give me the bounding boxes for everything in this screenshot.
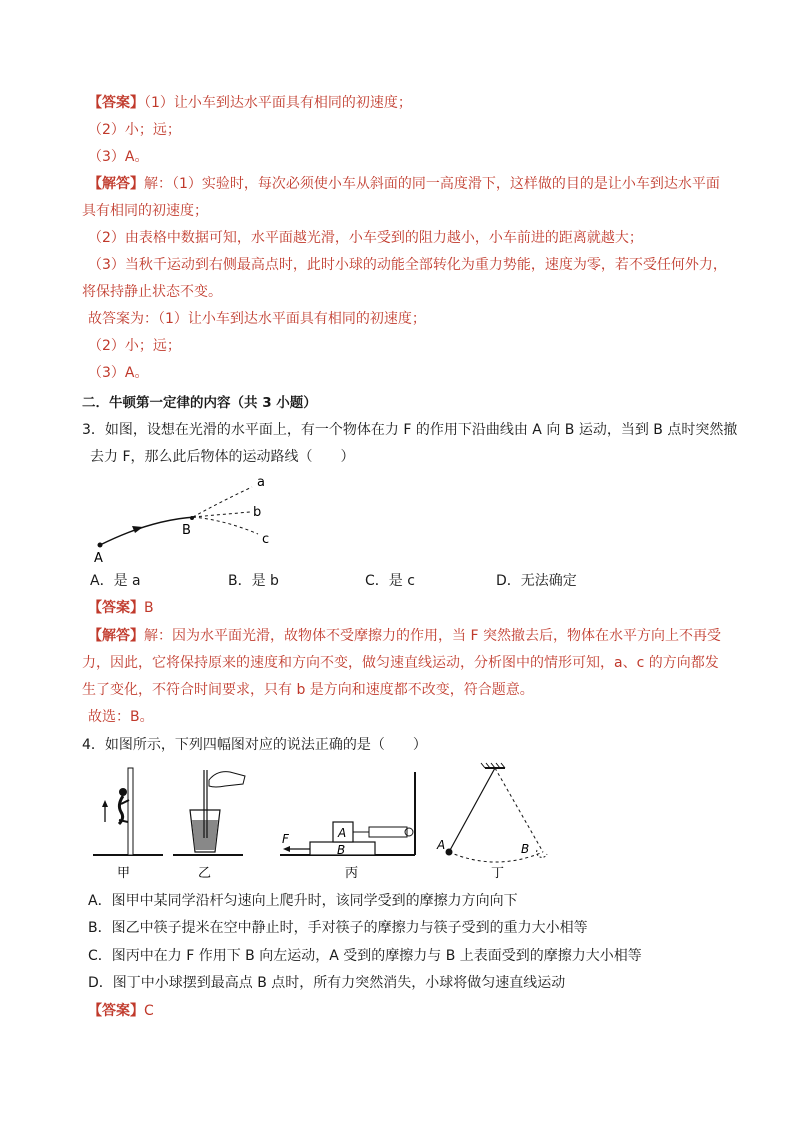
label-ding-A: A [437,838,446,852]
label-yi: 乙 [198,866,212,881]
analysis-line-8: （3）A。 [88,365,149,381]
analysis-line-6: 故答案为：（1）让小车到达水平面具有相同的初速度； [88,311,426,327]
q3-analysis-line-2: 力，因此，它将保持原来的速度和方向不变，做匀速直线运动，分析图中的情形可知，a、c 的方向都发 [82,655,719,671]
figure-yi [173,770,245,881]
label-a: a [257,475,265,490]
point-A [98,543,103,548]
section-title: 二．牛顿第一定律的内容（共 3 小题） [82,395,317,411]
analysis-line-1 [88,174,720,194]
label-jia: 甲 [117,866,131,881]
analysis-line-4: （3）当秋千运动到右侧最高点时，此时小球的动能全部转化为重力势能，速度为零，若不受任何外力， [88,257,727,273]
label-ding: 丁 [491,866,505,881]
answer-value: C [144,1003,154,1019]
arrow-head [132,526,143,533]
answer-line-2: （2）小；远； [88,122,181,138]
label-F: F [282,832,289,846]
q3-stem-line-1: 3．如图，设想在光滑的水平面上，有一个物体在力 F 的作用下沿曲线由 A 向 B 运动，当到 B 点时突然撤 [82,422,738,438]
q3-analysis-line-1 [88,626,721,646]
label-c: c [262,532,270,547]
q4-option-d: D．图丁中小球摆到最高点 B 点时，所有力突然消失，小球将做匀速直线运动 [88,975,566,991]
answer-text: （1）让小车到达水平面具有相同的初速度； [144,95,412,111]
q3-option-c: C．是 c [365,573,415,589]
analysis-tag: 【解答】 [88,628,144,644]
label-ding-B: B [521,842,530,856]
q3-option-d: D．无法确定 [496,573,577,589]
analysis-line-3: （2）由表格中数据可知，水平面越光滑，小车受到的阻力越小，小车前进的距离就越大； [88,230,643,246]
q3-option-b: B．是 b [228,573,279,589]
q4-figures [85,760,555,885]
q4-option-c: C．图丙中在力 F 作用下 B 向左运动，A 受到的摩擦力与 B 上表面受到的摩擦力大小相等 [88,948,642,964]
q4-answer [88,1001,154,1021]
analysis-line-5: 将保持静止状态不变。 [82,284,222,300]
label-bing-B: B [337,843,346,857]
answer-line-3: （3）A。 [88,149,149,165]
answer-tag: 【答案】 [88,1003,144,1019]
label-B: B [182,523,191,538]
analysis-line-2: 具有相同的初速度； [82,203,208,219]
q4-stem: 4．如图所示，下列四幅图对应的说法正确的是（ ） [82,737,427,753]
label-b: b [253,505,262,520]
q3-trajectory-figure [80,470,290,570]
q3-option-a: A．是 a [90,573,141,589]
path-c [193,517,258,534]
label-bing-A: A [338,826,347,840]
figure-jia [93,768,163,881]
trajectory-curve [100,517,195,545]
analysis-text: 解：（1）实验时，每次必须使小车从斜面的同一高度滑下，这样做的目的是让小车到达水平面 [144,176,720,192]
q3-analysis-line-3: 生了变化，不符合时间要求，只有 b 是方向和速度都不改变，符合题意。 [82,682,534,698]
answer-tag: 【答案】 [88,95,144,111]
analysis-tag: 【解答】 [88,176,144,192]
q4-option-b: B．图乙中筷子提米在空中静止时，手对筷子的摩擦力与筷子受到的重力大小相等 [88,920,588,936]
analysis-line-7: （2）小；远； [88,338,181,354]
q4-option-a: A．图甲中某同学沿杆匀速向上爬升时，该同学受到的摩擦力方向向下 [88,893,518,909]
label-bing: 丙 [345,866,359,881]
answer-value: B [144,600,154,616]
q3-stem-line-2: 去力 F，那么此后物体的运动路线（ ） [90,449,355,465]
answer-line-1 [88,93,412,113]
answer-tag: 【答案】 [88,600,144,616]
path-b [193,512,250,517]
figure-bing [280,772,415,881]
label-A: A [94,551,103,566]
q3-analysis-line-4: 故选：B。 [88,709,154,725]
figure-ding [436,763,547,881]
analysis-text: 解：因为水平面光滑，故物体不受摩擦力的作用，当 F 突然撤去后，物体在水平方向上不再受 [144,628,721,644]
q3-answer [88,598,154,618]
